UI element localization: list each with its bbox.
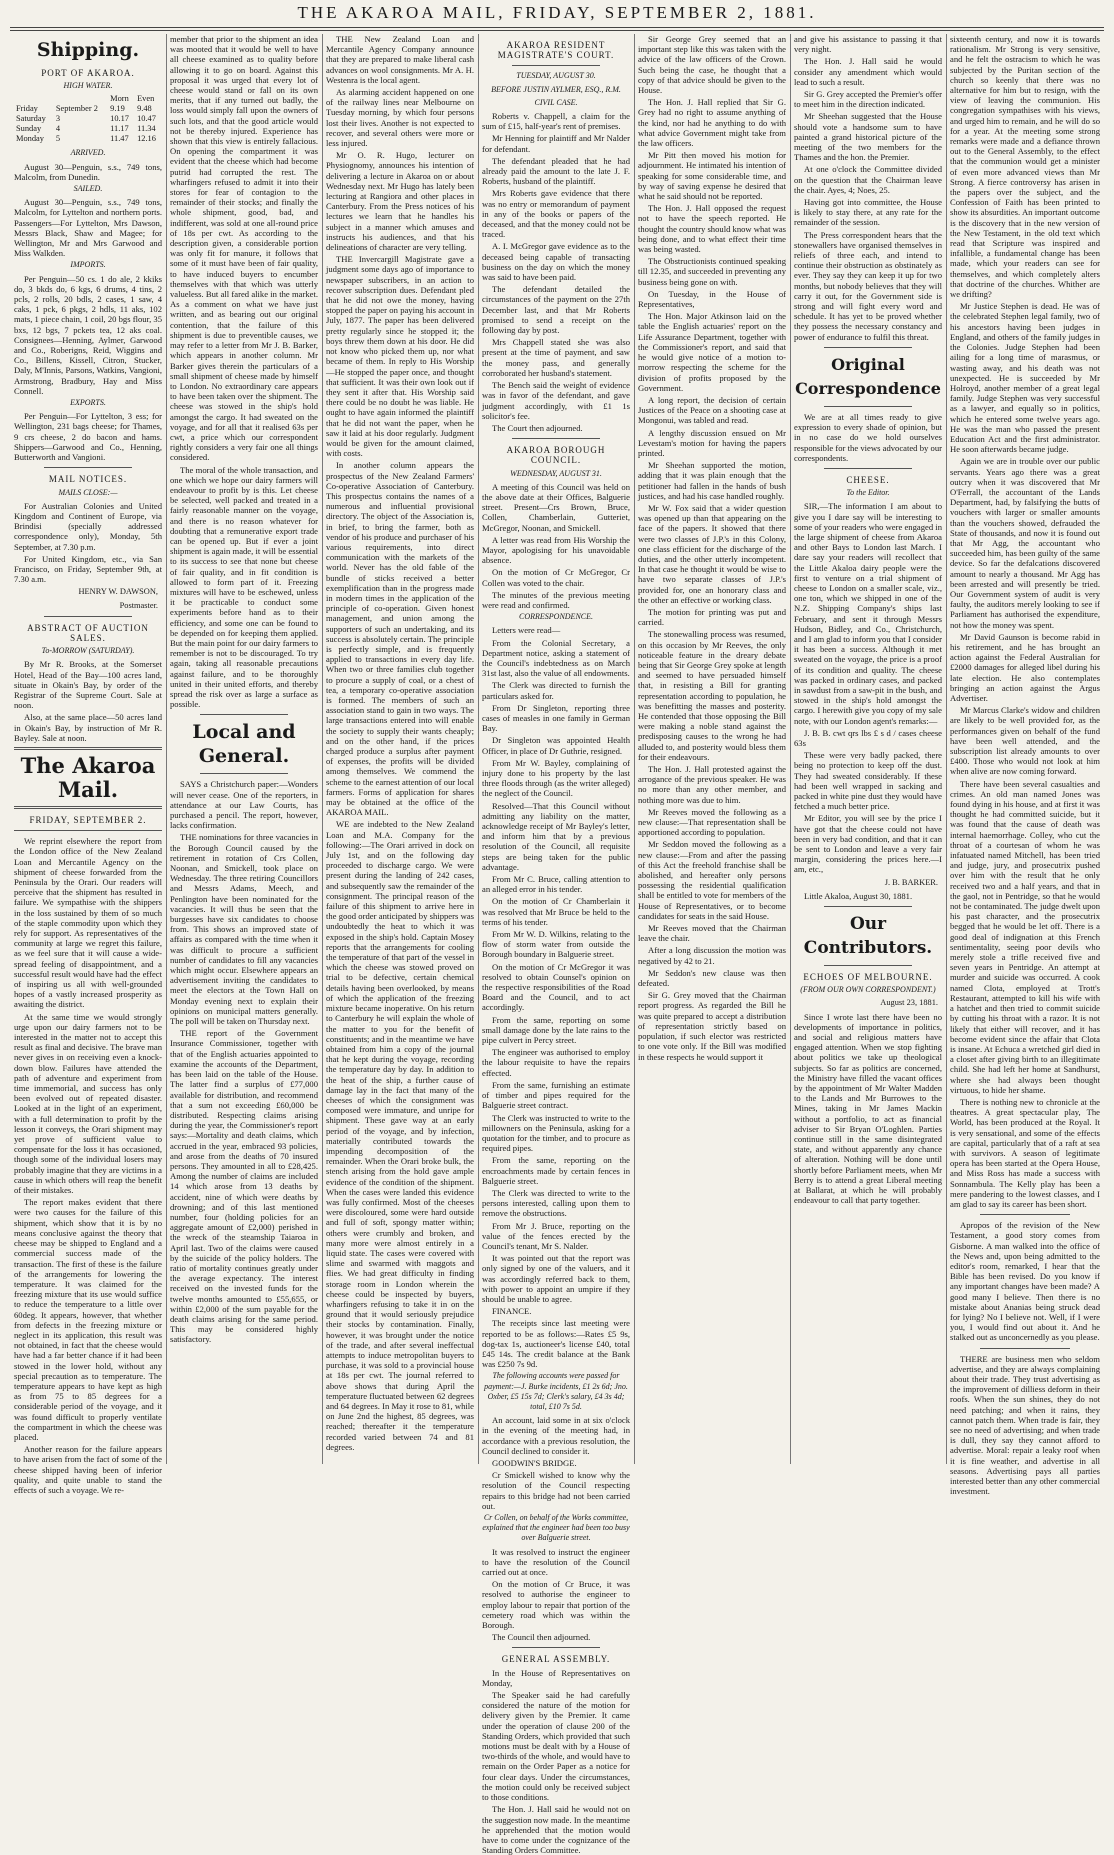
divider [824, 468, 912, 469]
tide-cell: 9.19 [110, 104, 125, 114]
sailed-heading: SAILED. [73, 184, 103, 194]
column-divider [478, 34, 479, 1464]
column-divider [166, 34, 167, 1464]
divider [200, 714, 288, 715]
divider [44, 616, 132, 617]
mail-notices-heading: MAIL NOTICES. [48, 474, 128, 485]
council-paragraph: It was resolved to instruct the engineer to have the resolution of the Council carried out at once. [482, 1546, 630, 1578]
imports-text: Per Penguin—50 cs. 1 do ale, 2 kkiks do, 3 bkds do, 6 kgs, 6 drums, 4 tins, 2 pcls, 2 rolls, 20 bdls, 2 cases, 1 saw, 4 caks, 1 pck, 6 pkgs, 2 hdls, 11 aks, 102 mats, 1 piece chain, 1 coil, 20 bgs flour, 35 bxs, 12 bgs, 7 pckets tea, 12 aks coal. Consignees—Henning, Aylmer, Garwood and Co., Roberigns, Reid, Wiggins and Co., Billens, Kissell, Citron, Stucker, Daly, M'Innis, Parsons, Watkins, Vangioni, Armstrong, Bradbury, Hay and Miss Connell. [14, 273, 162, 396]
port-heading: PORT OF AKAROA. [41, 68, 135, 78]
court-heading: AKAROA RESIDENT MAGISTRATE'S COURT. [497, 40, 615, 61]
council-paragraph: From Mr W. Bayley, complaining of injury done to his property by the last three floods through (as the writer alleged) the neglect of the Council. [482, 757, 630, 799]
cheese-heading: CHEESE. [846, 474, 890, 485]
divider [512, 438, 600, 439]
correspondence-note: We are at all times ready to give expression to every shade of opinion, but in no case do we hold ourselves responsible for the views advocated by our correspondents. [794, 411, 942, 463]
mails-close-label: MAILS CLOSE:— [58, 487, 118, 497]
tide-cell: Sunday [16, 124, 42, 134]
auction-day: To-MORROW (SATURDAY). [41, 646, 135, 656]
echoes-date: August 23, 1881. [880, 998, 938, 1008]
tide-cell: September 2 [55, 104, 98, 114]
assembly-paragraph: The Hon. J. Hall opposed the request not to have the speech reported. He thought the country should know what was being done, and to what effect their time was being wasted. [638, 203, 786, 255]
editorial-paragraph: Another reason for the failure appears to have arisen from the fact of some of the cheese shipped having been of inferior quality, and quite unable to stand the effects of such a voyage. We re- [14, 1444, 162, 1495]
council-paragraph: FINANCE. [492, 1306, 532, 1317]
court-paragraph: The defendant pleaded that he had already paid the amount to the late J. F. Roberts, husband of the plaintiff. [482, 155, 630, 187]
assembly-paragraph: The Hon. J. Hall replied that Sir G. Grey had no right to assume anything of the kind, nor had he anything to do with what advice Government might take from the law officers. [638, 97, 786, 149]
sailed-text: August 30—Penguin, s.s., 749 tons, Malcolm, for Lyttelton and northern ports. Passengers—For Lyttelton, Mrs Dawson, Messrs Black, Shaw and Magee; for Wellington, Mr and Mrs Garwood and Miss Walkden. [14, 197, 162, 259]
court-paragraph: A. I. McGregor gave evidence as to the deceased being capable of transacting business on the day on which the money was said to have been paid. [482, 241, 630, 283]
editorial-paragraph: member that prior to the shipment an idea was mooted that it would be well to have all cheese examined as to quality before allowing it to go on board. Against this proposal it was urged that every lot of cheese would stand or fall on its own merits, that if any turned out badly, the loss would simply fall upon the owners of such lots, and that the good article would not be thereby injured. Experience has shown that this view is entirely fallacious. On opening the compartment it was evident that the cheese which had become putrid had corrupted the rest. The wharfingers refused to admit it into their stores for fear of contagion to the remainder of their stocks; and finally the whole shipment, good, bad, and indifferent, was sold at one all-round price of 18s per cwt. As according to the description given, a considerable portion was only fit for manure, it follows that some of it must have been of fair quality, to have induced buyers to encumber themselves with that which was utterly valueless. But all fared alike in the market. As a comment on what we have just written, and as bearing out our original contention, that the failure of this shipment is due to preventible causes, we may refer to a letter from Mr J. B. Barker, which appears in another column. Mr Barker gives therein the particulars of a small shipment of cheese made by himself to London. No extraordinary care appears to have been taken over the shipment. The cheese was stowed in the ship's hold amongst the cargo. It had sweated on the voyage, and for all that it realised 63s per cwt, a price which our correspondent rightly considers a very fair one all things considered. [170, 34, 318, 463]
divider [200, 773, 288, 774]
news-paragraph: THE report of the Government Insurance Commissioner, together with that of the English actuaries appointed to examine the accounts of the Department, has been laid on the table of the House. The latter find a surplus of £77,000 available for distribution, and recommend that a sum not exceeding £60,000 be distributed. Respecting claims arising during the year, the Commissioner's report says:—Mortality and death claims, which accrued in the year, embraced 93 policies, and arose from the deaths of 70 insured persons. They amounted in all to £28,425. Among the number of claims are included 14 which arose from 13 deaths by accident, nine of which were deaths by drowning; and of this last mentioned number, four (holding policies for an aggregate amount of £2,000) perished in the wreck of the steamship Taiaroa in April last. Two of the claims were caused by the suicide of the policy holders. The ratio of mortality continues greatly under the average expectancy. The interest received on the invested funds for the twelve months amounted to £55,655, or within £2,000 of the sum payable for the death claims arising for the same period. This may be considered highly satisfactory. [170, 1028, 318, 1345]
echoes-paragraph: There have been several casualties and crimes. An old man named Jones was found dying in his house, and at first it was thought he had committed suicide, but it was found that the cause of death was internal haemorrhage. Colley, who cut the throat of a courtesan of whom he was infatuated named Mitchell, has been tried and judge, jury, and prosecutrix pushed over him with the result that he only received two and a half years, and that in the gaol, not in Pentridge, so that he would not be contaminated. The judge dwelt upon his past character, and the prosecutrix begged that he would be let off. There is a good deal of indignation at this French sentimentality, seeing poor devils who merely stole a trifle received five and seven years in Pentridge. An attempt at murder and suicide was occurred. A cook named Clota, employed at Trott's Restaurant, attempted to kill his wife with a hatchet and then tried to commit suicide by cutting his throat with a razor. It is not likely that either will recover, and it has become evident since the affair that Clota is insane. At Echuca a wretched girl died in a closet after giving birth to an illegitimate child. She had left her home at Sandhurst, where she had always been thought virtuous, to hide her shame. [950, 778, 1100, 1095]
divider [824, 965, 912, 966]
exports-text: Per Penguin—For Lyttelton, 3 ess; for Wellington, 231 bags cheese; for Thames, 9 crs cheese, 2 do bacon and hams. Shippers—Garwood and Co., Henning, Butterworth and Vangioni. [14, 411, 162, 463]
echoes-paragraph: Again we are in trouble over our public servants. Years ago there was a great outcry when it was discovered that Mr O'Ferrall, the accountant of the Lands Department, had, by falsifying the butts of vouchers with larger or smaller amounts than the vouchers showed, defrauded the State of thousands, and now it is found out that Mr Agg, the accountant who succeeded him, has been guilty of the same device. So far the defalcations discovered amount to nearly a thousand. Mr Agg has been arrested and will presently be tried. Our Government system of audit is very faulty, the auditors merely looking to see if Parliament has authorised the expenditure, not how the money was spent. [950, 456, 1100, 630]
news-paragraph: THE New Zealand Loan and Mercantile Agency Company announce that they are prepared to make liberal cash advances on wool consignments. Mr A. H. Westenra is the local agent. [326, 34, 474, 85]
echoes-paragraph: Mr Justice Stephen is dead. He was of the celebrated Stephen legal family, two of his ancestors having been judges in England, and others of the family judges in the Colonies. Judge Stephen had been ailing for a long time of marasmus, or wasting away, and his death was not unexpected. He is succeeded by Mr Holroyd, another member of a great legal family. Judge Stephen was very successful as a lawyer, and equally so in politics, which he entered some twelve years ago. He was the man who passed the present Education Act and the first administrator. He soon afterwards became judge. [950, 301, 1100, 455]
court-paragraph: Mr Henning for plaintiff and Mr Nalder for defendant. [482, 133, 630, 154]
tide-cell: 4 [55, 124, 60, 134]
court-paragraph: Mrs Roberts gave evidence that there was no entry or memorandum of payment in any of the books or papers of the deceased, and that the money could not be traced. [482, 188, 630, 240]
tide-cell: 10.47 [137, 114, 156, 124]
assembly-paragraph: Mr Seddon moved the following as a new clause:—From and after the passing of this Act the freehold franchise shall be abolished, and hereafter only persons possessing the residential qualification shall be entitled to vote for members of the House of Representatives, or to become candidates for seats in the said House. [638, 839, 786, 921]
assembly-paragraph: Having got into committee, the House is likely to stay there, at any rate for the remainder of the session. [794, 197, 942, 228]
assembly-paragraph: Mr W. Fox said that a wider question was opened up than that appearing on the face of the papers. It showed that there were two classes of J.P.'s in this Colony, one class efficient for the discharge of the duties, and the other utterly incompetent. In that case he thought it would be wise to have two separate classes of J.P.'s provided for, one an honorary class and the other an effective or working class. [638, 502, 786, 605]
auction-heading: ABSTRACT OF AUCTION SALES. [27, 622, 149, 643]
echoes-paragraph: There is nothing new to chronicle at the theatres. A great spectacular play, The World, has been produced at the Royal. It is very sensational, and some of the effects are capital, particularly that of a raft at sea with survivors. A season of legitimate opera has been started at the Opera House, and Miss Ross has made a success with Sonnambula. The Kelly play has been a mere pandering to the lowest classes, and I am glad to say its career has been short. [950, 1096, 1100, 1209]
divider [14, 806, 162, 809]
council-paragraph: The Clerk was directed to write to the persons interested, calling upon them to remove the obstructions. [482, 1187, 630, 1219]
postmaster-title: Postmaster. [119, 600, 158, 610]
echoes-byline: (FROM OUR OWN CORRESPONDENT.) [800, 985, 936, 995]
assembly-paragraph: Sir George Grey seemed that an important step like this was taken with the advice of the law officers of the Crown. Such being the case, he thought that a copy of that advice should be given to the House. [638, 34, 786, 96]
auction-text: Also, at the same place—50 acres land in Okain's Bay, by instruction of Mr R. Bayley. Sale at noon. [14, 712, 162, 743]
council-paragraph: On the motion of Cr Bruce, it was resolved to authorise the engineer to employ labour to repair that portion of the cemetery road which was within the Borough. [482, 1579, 630, 1631]
council-paragraph: Cr Smickell wished to know why the resolution of the Council respecting repairs to this bridge had not been carried out. [482, 1470, 630, 1511]
court-paragraph: Mrs Chappell stated she was also present at the time of payment, and saw the money pass, and generally corroborated her husband's statement. [482, 337, 630, 378]
council-paragraph: Resolved—That this Council without admitting any liability on the matter, acknowledge receipt of Mr Bayley's letter, and inform him that by a previous resolution of the Council, all requisite steps are being taken for the public advantage. [482, 800, 630, 872]
arrived-heading: ARRIVED. [70, 148, 106, 158]
assembly-paragraph: In the House of Representatives on Monday, [482, 1667, 630, 1688]
tide-row [14, 104, 162, 114]
news-paragraph: SAYS a Christchurch paper:—Wonders will never cease. One of the reporters, in attendance at our Law Courts, has purchased a pencil. The report, however, lacks confirmation. [170, 779, 318, 831]
local-general-heading: Local and General. [192, 721, 296, 768]
council-subhead: Cr Collen, on behalf of the Works committee, explained that the engineer had been too busy over Balguerie street. [482, 1513, 630, 1543]
council-paragraph: It was pointed out that the report was only signed by one of the valuers, and it was accordingly referred back to them, with power to appoint an umpire if they should be unable to agree. [482, 1253, 630, 1304]
news-paragraph: THERE are business men who seldom advertise, and they are always complaining about their trade. They trust advertising as the improvement of dilliess deform in their roofs. When the sun shines, they do not need patching; and when it rains, they cannot patch them. When trade is fair, they see no need of advertising; and when trade is dull, they say they cannot afford to advertise. Moral: repair a leaky roof when it is fine weather, and advertise in all seasons. Advertising pays all parties interested better than any other commercial investment. [950, 1353, 1100, 1497]
masthead-rule [10, 27, 1104, 28]
council-paragraph: From Dr Singleton, reporting three cases of measles in one family in German Bay. [482, 702, 630, 734]
court-paragraph: The defendant detailed the circumstances of the payment on the 27th December last, and that Mr Roberts promised to send a receipt on the following day by post. [482, 284, 630, 336]
court-paragraph: The Bench said the weight of evidence was in favor of the defendant, and gave judgment accordingly, with £1 1s solicitor's fee. [482, 380, 630, 421]
assembly-paragraph: The Hon. J. Hall said he would not on the suggestion now made. In the meantime he apprehended that the motion would have to come under the cognizance of the Standing Orders Committee. [482, 1804, 630, 1855]
assembly-paragraph: The Hon. Major Atkinson laid on the table the English actuaries' report on the Life Assurance Department, together with the Commissioner's report, and said that he would give notice of a motion to-morrow respecting the scheme for the division of profits proposed by the Government. [638, 311, 786, 393]
council-paragraph: From the same, furnishing an estimate of timber and pipes required for the Balguerie street contract. [482, 1079, 630, 1111]
divider [14, 830, 162, 831]
council-paragraph: From the Colonial Secretary, a Department notice, asking a statement of the Council's indebtedness as on March 31st last, also the value of all endowments. [482, 637, 630, 679]
cheese-salutation: To the Editor. [846, 488, 890, 498]
assembly-paragraph: Mr Reeves moved that the Chairman leave the chair. [638, 923, 786, 944]
council-paragraph: Letters were read— [492, 625, 561, 636]
echoes-paragraph: sixteenth century, and now it is towards rationalism. Mr Strong is very sensitive, and he felt the ostracism to which he was subjected by the Puritan section of the church so keenly that there was no alternative for him but to resign, with the view of leaving the communion. His congregation sympathises with his views, and urged him to remain, and he will do so for a year. At the meeting some strong remarks were made and a defiance thrown out to the General Assembly, to the effect that the communion would get a minister of even more advanced views than Mr Strong. A fierce controversy has arisen in the papers over the subject, and the Confession of Faith has been printed to show its absurdities. An important outcome is the discovery that in the new version of the New Testament, in the old text which read that Scripture was inspired and infallible, a fundamental change has been made, which your readers can see for themselves, and which completely alters that doctrine of the churches. Whither are we drifting? [950, 34, 1100, 300]
page-masthead: THE AKAROA MAIL, FRIDAY, SEPTEMBER 2, 1881. [297, 3, 817, 22]
council-paragraph: A letter was read from His Worship the Mayor, apologising for his unavoidable absence. [482, 534, 630, 566]
column-4 [482, 34, 630, 1855]
news-paragraph: THE Invercargill Magistrate gave a judgment some days ago of importance to newspaper subscribers, in an action to recover subscription dues. Defendant pled that he did not owe the money, having stopped the paper on paying his account in July, 1877. The paper has been delivered pretty regularly since he stopped it; the boys threw them down at his door. He did not know who picked them up, nor what became of them. In reply to His Worship—He stopped the paper once, and thought that sufficient. It was their own look out if they sent it after that. His Worship said there could be no doubt he was liable. He ought to have again informed the plaintiff that he did not want the paper, when he saw it laid at his door regularly. Judgment would be given for the amount claimed, with costs. [326, 254, 474, 459]
tide-cell: Monday [16, 134, 44, 144]
letter-signature: J. B. BARKER. [884, 877, 938, 887]
council-paragraph: The engineer was authorised to employ the labour requisite to have the repairs effected. [482, 1047, 630, 1078]
mail-text: For United Kingdom, etc., via San Francisco, on Friday, September 9th, at 7.30 a.m. [14, 553, 162, 585]
column-3 [326, 34, 474, 1464]
column-divider [946, 34, 947, 1464]
assembly-paragraph: Mr Seddon's new clause was then defeated. [638, 967, 786, 989]
court-paragraph: The Court then adjourned. [492, 422, 583, 433]
tide-cell: 12.16 [137, 134, 156, 144]
assembly-paragraph: The Speaker said he had carefully considered the nature of the motion for delivery given by the Premier. It came under the operation of clause 200 of the Standing Orders, which provided that such motions must be dealt with by a House of two-thirds of the whole, and would have to remain on the Order Paper as a notice for four clear days. Under the circumstances, the motion could only be received subject to those conditions. [482, 1690, 630, 1803]
column-2 [170, 34, 318, 1464]
divider [512, 65, 600, 66]
editorial-paragraph: We reprint elsewhere the report from the London office of the New Zealand Loan and Mercantile Agency on the shipment of cheese forwarded from the Peninsula by the Orari. Our readers will perceive that the shipment has resulted in failure. We sympathise with the shippers in the loss sustained by them of so much of the staple commodity upon which they rely for support. As representatives of the community at large we regret this failure, as we feel sure that it will cause a wide-spread feeling of disappointment, and a successful result would have had the effect of inspiring us all with well-grounded hopes of a vastly increased prosperity as awaiting the district. [14, 836, 162, 1010]
correspondence-heading: Original Correspondence [795, 354, 941, 398]
letter-paragraph: J. B. B. cwt qrs lbs £ s d / cases cheese 63s [794, 727, 942, 748]
tide-header-cell [14, 94, 54, 104]
tide-header-cell: Morn [110, 94, 129, 104]
tide-header-cell: Even [137, 94, 155, 104]
council-subhead: The following accounts were passed for payment:—J. Burke incidents, £1 2s 6d; Jno. Oxber, £5 15s 7d; Clerk's salary, £4 3s 4d; total, £10 7s 5d. [484, 1371, 628, 1411]
exports-heading: EXPORTS. [70, 398, 106, 408]
assembly-paragraph: A long report, the decision of certain Justices of the Peace on a shooting case at Mongonui, was tabled and read. [638, 394, 786, 426]
assembly-paragraph: Mr Sheehan supported the motion, adding that it was plain enough that the petitioner had fallen in the hands of bush justices, and had his case handled roughly. [638, 460, 786, 501]
letter-paragraph: These were very badly packed, there being no protection to keep off the dust. They had sweated considerably. If these had been well wrapped in sacking and packed in white pine dust they would have fetched a much better price. [794, 750, 942, 812]
council-paragraph: From Mr J. Bruce, reporting on the value of the fences erected by the Council's tenant, Mr S. Nalder. [482, 1220, 630, 1251]
tide-cell: Friday [16, 104, 38, 114]
editorial-paragraph: At the same time we would strongly urge upon our dairy farmers not to be interested in the matter not to accept this result as final and decisive. The brave man never gives in on receiving even a knock-down blow. Failures have attended the path of adventure and experiment from time immemorial, and success has only been evolved out of repeated disaster. Looked at in the light of an experiment, with a full determination to profit by the lesson it conveys, the Orari shipment may yet prove of sufficient value to compensate for the loss it has occasioned, though some of the individual losers may probably imagine that they are victims in a cause in which others will reap the benefit of their mistakes. [14, 1011, 162, 1196]
assembly-paragraph: Sir G. Grey accepted the Premier's offer to meet him in the direction indicated. [794, 89, 942, 110]
divider [512, 1647, 600, 1648]
issue-date: FRIDAY, SEPTEMBER 2. [29, 814, 147, 825]
news-paragraph: Apropos of the revision of the New Testament, a good story comes from Gisborne. A man walked into the office of the News and, upon being admitted to the editor's room, remarked, I hear that the Bible has been revised. Do you know if any important changes have been made? A good many I believe. Then there is no mistake about Ananias being struck dead for lying? No I believe not. Well, if I were you, I would find out about it. And he stalked out as unconcernedly as you please. [950, 1220, 1100, 1343]
court-before: BEFORE JUSTIN AYLMER, ESQ., R.M. [491, 84, 621, 94]
assembly-paragraph: Mr Pitt then moved his motion for adjournment. He intimated his intention of speaking for some considerable time, and by way of saving expense he desired that what he said should not be reported. [638, 150, 786, 202]
auction-text: By Mr R. Brooks, at the Somerset Hotel, Head of the Bay—100 acres land, situate in Okain's Bay, by order of the Registrar of the Supreme Court. Sale at noon. [14, 659, 162, 711]
assembly-paragraph: The Obstructionists continued speaking till 12.35, and succeeded in preventing any business being gone on with. [638, 256, 786, 287]
council-paragraph: GOODWIN'S BRIDGE. [492, 1458, 577, 1468]
assembly-paragraph: and give his assistance to passing it that very night. [794, 34, 942, 55]
council-paragraph: Dr Singleton was appointed Health Officer, in place of Dr Guthrie, resigned. [482, 735, 630, 756]
echoes-paragraph: Since I wrote last there have been no developments of importance in politics, and social and religious matters have engaged attention. When we stop fighting about politics we take up theological subjects. So far as politics are concerned, the Ministry have filled the vacant offices by the appointment of Mr Walter Madden to the Lands and Mr Burrowes to the Mines, taking in Mr James Mackin without a portfolio, to act as financial adviser to Sir Bryan O'Loghlen. Parties continue still in the same disintegrated state, and without apparently any chance of alteration. Nothing will be done until shortly before Parliament meets, when Mr Berry is to attend a great Liberal meeting at Ballarat, at which he will probably endeavour to call that party together. [794, 1011, 942, 1206]
letter-place: Little Akaloa, August 30, 1881. [804, 890, 913, 901]
council-paragraph: The Clerk was directed to furnish the particulars asked for. [482, 680, 630, 701]
council-paragraph: On the motion of Cr McGregor, Cr Collen was voted to the chair. [482, 567, 630, 588]
tide-cell: 3 [55, 114, 60, 124]
divider [14, 747, 162, 750]
tide-cell: 5 [55, 134, 60, 144]
echoes-paragraph: Mr David Gaunson is become rabid in his retirement, and he has brought an action against the Federal Australian for £2000 damages for alleged libel during his late election. He also contemplates bringing an action against the Argus Advertiser. [950, 631, 1100, 703]
assembly-paragraph: The Press correspondent hears that the stonewallers have organised themselves in reliefs of three each, and intend to continue their obstruction as obstinately as ever. They say they can keep it up for two months, but nobody believes that they will carry it out, for the Government side is strong and will fight every word and schedule. It has yet to be proved whether they possess the necessary constancy and power of endurance to fulfil this threat. [794, 229, 942, 342]
assembly-paragraph: The motion for printing was put and carried. [638, 606, 786, 628]
column-5 [638, 34, 786, 1464]
letter-paragraph: SIR,—The information I am about to give you I dare say will be interesting to some of your readers who were engaged in the large shipment of cheese from Akaroa and other Bays to London last March. I dare say your readers will recollect that the Little Akaloa dairy people were the first to venture on a trial shipment of cheese to London on a smaller scale, viz., one ton, which we shipped in one of the N.Z. Shipping Company's ships last February, and sent it through Messrs Hudson, Bidley, and Co., Christchurch, and I am glad to inform you that I consider it has been a success. Although it met sweated on the voyage, the price is a proof of its condition and quality. The cheese was packed in ordinary cases, and packed in sawdust from a saw-pit in the bush, and stowed in the ship's hold amongst the cargo. I herewith give you copy of my sale note, with our London agent's remarks:— [794, 501, 942, 726]
council-paragraph: From Mr W. D. Wilkins, relating to the flow of storm water from outside the Borough boundary in Balguerie street. [482, 929, 630, 960]
tide-cell: 10.17 [110, 114, 129, 124]
contributors-heading: Our Contributors. [803, 914, 933, 959]
assembly-heading: GENERAL ASSEMBLY. [501, 1654, 611, 1665]
column-7 [950, 34, 1100, 1497]
assembly-paragraph: On Tuesday, in the House of Representatives, [638, 288, 786, 310]
council-paragraph: On the motion of Cr Chamberlain it was resolved that Mr Bruce be held to the terms of his tender. [482, 896, 630, 927]
assembly-paragraph: After a long discussion the motion was negatived by 42 to 21. [638, 945, 786, 966]
court-date: TUESDAY, AUGUST 30. [516, 71, 596, 81]
council-paragraph: An account, laid some in at six o'clock in the evening of the meeting had, in accordance with a previous resolution, the Council declined to consider it. [482, 1415, 630, 1456]
assembly-paragraph: Mr Sheehan suggested that the House should vote a handsome sum to have painted a grand historical picture of the meeting of the two members for the Thames and the hon. the Premier. [794, 111, 942, 163]
assembly-paragraph: Mr Reeves moved the following as a new clause:—That representation shall be apportioned according to population. [638, 806, 786, 838]
tide-cell: Saturday [16, 114, 46, 124]
court-paragraph: Roberts v. Chappell, a claim for the sum of £15, half-year's rent of premises. [482, 111, 630, 132]
postmaster-name: HENRY W. DAWSON, [78, 587, 158, 597]
tide-cell: 11.17 [110, 124, 129, 134]
mail-text: For Australian Colonies and United Kingdom and Continent of Europe, via Brindisi (specially addressed correspondence only), Monday, 5th September, at 7.30 p.m. [14, 500, 162, 552]
council-heading: AKAROA BOROUGH COUNCIL. [506, 445, 606, 466]
assembly-paragraph: The stonewalling process was resumed, on this occasion by Mr Reeves, the only noticeable feature in the dreary debate being that Sir George Grey spoke at length and seemed to have persuaded himself that, in resisting a Bill for granting representation according to population, he was benefitting the masses and posterity. He contended that those opposing the Bill were making a noble stand against the predisposing causes to the wrong he had alluded to, and posterity would bless them for their endeavours. [638, 629, 786, 762]
tide-cell: 11.47 [110, 134, 129, 144]
divider [980, 1214, 1070, 1215]
arrived-text: August 30—Penguin, s.s., 749 tons, Malcolm, from Dunedin. [14, 161, 162, 182]
masthead-rule-2 [10, 30, 1104, 31]
tide-cell: 9.48 [137, 104, 152, 114]
assembly-paragraph: Sir G. Grey moved that the Chairman report progress. As regarded the Bill he was quite prepared to accept a distribution of representation strictly based on population, if such elector was restricted to one vote only. If the Bill was modified in these respects he would support it [638, 990, 786, 1062]
column-6 [794, 34, 942, 1464]
assembly-paragraph: The Hon. J. Hall protested against the arrogance of the previous speaker. He was no more than any other member, and nothing more was due to him. [638, 764, 786, 805]
tide-row [14, 114, 162, 124]
editorial-paragraph: The report makes evident that there were two causes for the failure of this shipment, which show that it is by no means conclusive against the theory that cheese may be shipped to England and a commercial success made of the transaction. The first of these is the failure of the arrangements for lowering the temperature. It was claimed for the freezing mixture that its use would suffice to reduce the temperature to a little over 60deg. It appears, however, that whether from defects in the freezing mixture or neglect in its application, this result was not obtained, in fact that the cheese would have had a far better chance if it had been stowed in the lower hold, without any special precaution as to temperature. The temperature appears to have kept as high as from 75 to 85 degrees for a considerable period of the voyage, and it was found difficult to properly ventilate the compartment in which the cheese was placed. [14, 1197, 162, 1442]
council-paragraph: The receipts since last meeting were reported to be as follows:—Rates £5 9s, dog-tax 1s, auctioneer's license £40, total £45 14s. The credit balance at the Bank was £250 7s 9d. [482, 1318, 630, 1370]
column-divider [790, 34, 791, 1464]
echoes-paragraph: Mr Marcus Clarke's widow and children are likely to be well provided for, as the performances given on behalf of the fund have been well attended, and the subscription list already amounts to over £400. Those who would not look at him when alive are now coming forward. [950, 705, 1100, 777]
column-1 [14, 34, 162, 1495]
news-paragraph: THE nominations for three vacancies in the Borough Council caused by the retirement in rotation of Crs Collen, Noonan, and Smickell, took place on Wednesday. The three retiring Councillors and Messrs Adams, Meech, and Penlington have been nominated for the vacancies. It will thus be seen that the burgesses have six candidates to choose from. This shows an improved state of affairs as compared with the time when it was difficult to procure a sufficient number of candidates to fill any vacancies which might occur. Elsewhere appears an advertisement inviting the candidates to meet the electors at the Town Hall on Monday evening next to explain their opinions on municipal matters generally. The poll will be taken on Thursday next. [170, 832, 318, 1027]
tide-cell: 11.34 [137, 124, 156, 134]
council-paragraph: The Council then adjourned. [492, 1632, 591, 1643]
divider [824, 906, 912, 907]
council-paragraph: On the motion of Cr McGregor it was resolved to obtain Counsel's opinion on the respective responsibilities of the Road Board and the Council, and to act accordingly. [482, 961, 630, 1013]
divider [44, 467, 132, 468]
council-paragraph: From the same, reporting on some small damage done by the late rains to the pipe culvert in Percy street. [482, 1014, 630, 1046]
civil-case-label: CIVIL CASE. [534, 97, 578, 107]
tide-row [14, 124, 162, 134]
high-water-heading: HIGH WATER. [63, 81, 113, 91]
newspaper-title: The Akaroa Mail. [20, 752, 156, 802]
council-paragraph: The Clerk was instructed to write to the millowners on the Peninsula, asking for a quotation for the timber, and to procure as required pipes. [482, 1112, 630, 1154]
news-paragraph: As alarming accident happened on one of the railway lines near Melbourne on Tuesday morning, by which four persons lost their lives. Another is not expected to recover, and several others were more or less injured. [326, 87, 474, 149]
council-date: WEDNESDAY, AUGUST 31. [510, 468, 602, 478]
shipping-heading: Shipping. [36, 39, 140, 61]
news-paragraph: In another column appears the prospectus of the New Zealand Farmers' Co-operative Association of Canterbury. This prospectus contains the names of a numerous and influential provisional directory. The object of the Association is, in brief, to bring the farmer, both as vendor of his produce and purchaser of his various requirements, into direct communication with the markets of the world. Never has the old fable of the bundle of sticks received a better exemplification than in the progress made in modern times in the application of the principle of co-operation. Given honest management, and union among the supporters of such an undertaking, and its success is absolutely certain. The principle is perfectly simple, and is frequently applied to transactions in every day life. When two or three families club together to procure a supply of coal, or a chest of tea, a temporary co-operative association is formed. The members of such an association stand to gain in two ways. The large transactions entered into will enable the society to supply their wants cheaply; and on the other hand, if the prices charged produce a surplus after payment of expenses, the profits will be divided among themselves. We commend the scheme to the earnest attention of our local farmers. Forms of application for shares may be obtained at the office of the AKAROA MAIL. [326, 460, 474, 818]
council-paragraph: From Mr C. Bruce, calling attention to an alleged error in his tender. [482, 874, 630, 895]
column-divider [322, 34, 323, 1464]
news-paragraph: WE are indebted to the New Zealand Loan and M.A. Company for the following:—The Orari arrived in dock on July 1st, and on the following day proceeded to discharge cargo. We were present during the landing of 242 cases, and subsequently saw the remainder of the consignment. The principal reason of the failure of this shipment to arrive here in the good order anticipated by shippers was undoubtedly the heat to which it was exposed in the ship's hold. Captain Mosey reports that the arrangements for cooling the temperature of that part of the vessel in which the cheese was stowed proved on trial to be defective, certain chemical details having been overlooked, by means of which the application of the freezing mixture became inoperative. On his return to Canterbury he will explain the whole of the matter to you for the benefit of constituents; and in the meantime we have obtained from him a copy of the journal that he kept during the voyage, recording the temperature day by day. In addition to the heat of the ship, a further cause of damage lay in the fact that many of the cheeses of which the consignment was composed were immature, and unripe for shipment. These gave way at an early period of the voyage, and by infection, materially contributed towards the impending decomposition of the remainder. When the Orari broke bulk, the stench arising from the hold gave ample evidence of the condition of the shipment. When the cases were landed this evidence was fully confirmed. Most of the cheeses were discoloured, some were hard outside and full of soft, spongy matter within; others were crumbly and broken, and many more were almost entirely in a liquid state. The cases were covered with slime and swarmed with maggots and flies. We had great difficulty in finding storage room in London wherein the cheese could be inspected by buyers, wharfingers refusing to take it in on the ground that it would seriously prejudice their stocks by contamination. Finally, however, it was brought under the notice of the trade, and after several ineffectual attempts to induce metropolitan buyers to purchase, it was sold to a provincial house at 18s per cwt. The journal referred to above shows that during April the temperature fluctuated between 62 degrees and 64 degrees. In May it rose to 81, while on June 2nd the highest, 85 degrees, was reached; thereafter it the temperature recorded varied between 74 and 81 degrees. [326, 819, 474, 1452]
divider [980, 1348, 1070, 1349]
column-divider [634, 34, 635, 1464]
tide-table [14, 94, 162, 144]
letter-paragraph: Mr Editor, you will see by the price I have got that the cheese could not have been in very bad condition, and that it can be sent to London and leave a very fair margin, considering the prices here.—I am, etc., [794, 813, 942, 875]
divider [824, 406, 912, 407]
tide-row [14, 134, 162, 144]
tide-header-cell [54, 94, 108, 104]
tide-header-row [14, 94, 162, 104]
divider [824, 347, 912, 348]
council-paragraph: The minutes of the previous meeting were read and confirmed. [482, 589, 630, 610]
editorial-paragraph: The moral of the whole transaction, and one which we hope our dairy farmers will endeavour to profit by is this. Let cheese be selected, well packed and treated in a fairly reasonable manner on the voyage, and there is no reason whatever for doubting that a remunerative export trade can be opened up. But if ever a joint shipment is again made, it will be essential to its success to see that none but cheese of fair quality, and in fit condition is allowed to form part of it. Freezing mixtures will have to be eschewed, unless it be practicable to conduct some experiments before hand as to their efficiency, and some one can be found to be depended on for keeping them applied. But the main point for our dairy farmers to remember is not to be discouraged. To try again, taking all reasonable precautions against failure, and to be thoroughly united in their united efforts, and thereby spread the risk over as large a surface as possible. [170, 464, 318, 710]
council-paragraph: A meeting of this Council was held on the above date at their Offices, Balguerie street. Present—Crs Brown, Bruce, Collen, Chamberlain, Gutteriet, McGregor, Noonan, and Smickell. [482, 481, 630, 533]
echoes-heading: ECHOES OF MELBOURNE. [803, 972, 933, 983]
assembly-paragraph: At one o'clock the Committee divided on the question that the Chairman leave the chair. Ayes, 4; Noes, 25. [794, 164, 942, 195]
assembly-paragraph: A lengthy discussion ensued on Mr Levestam's motion for having the papers printed. [638, 427, 786, 458]
imports-heading: IMPORTS. [70, 260, 106, 270]
assembly-paragraph: The Hon. J. Hall said he would consider any amendment which would lead to such a result. [794, 56, 942, 87]
council-subhead: CORRESPONDENCE. [519, 612, 593, 622]
council-paragraph: From the same, reporting on the encroachments made by certain fences in Balguerie street. [482, 1155, 630, 1186]
news-paragraph: Mr O. R. Hugo, lecturer on Physiognomy, announces his intention of delivering a lecture in Akaroa on or about Wednesday next. Mr Hugo has lately been lecturing at Rangiora and other places in Canterbury. From the Press notices of his lectures we learn that he handles his subject in a manner which amuses and instructs his audiences, and that his delineations of character are very telling. [326, 150, 474, 253]
